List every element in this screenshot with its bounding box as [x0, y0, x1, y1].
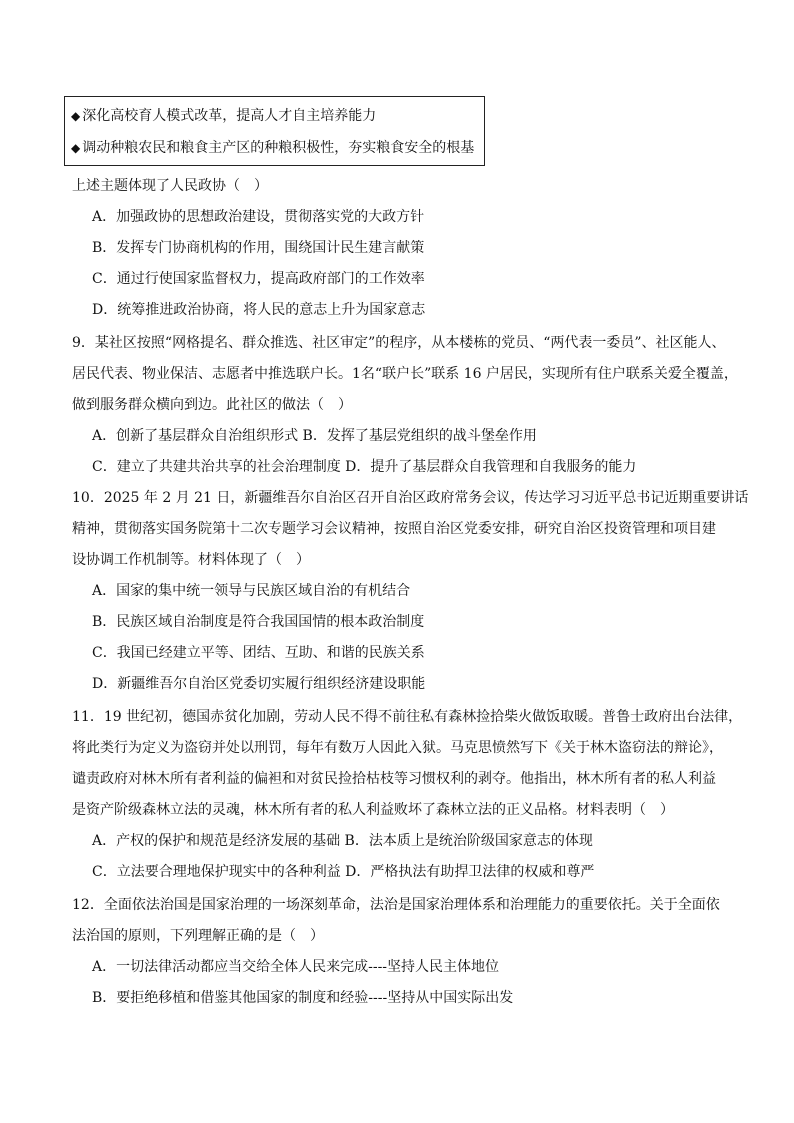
- question-text: 做到服务群众横向到边。此社区的做法（ ）: [72, 397, 352, 413]
- question-stem: 上述主题体现了人民政协（ ）: [72, 178, 268, 194]
- answer-option: B．民族区域自治制度是符合我国国情的根本政治制度: [92, 614, 425, 630]
- question-text: 法治国的原则，下列理解正确的是（ ）: [72, 928, 324, 944]
- answer-option: D．新疆维吾尔自治区党委切实履行组织经济建设职能: [92, 676, 426, 692]
- answer-option: D．统筹推进政治协商，将人民的意志上升为国家意志: [92, 302, 426, 318]
- answer-option: A．加强政协的思想政治建设，贯彻落实党的大政方针: [92, 209, 425, 225]
- question-text: 居民代表、物业保洁、志愿者中推选联户长。1名“联户长”联系 16 户居民，实现所有住户联系关爱全覆盖，: [72, 366, 738, 382]
- theme-item-text: 调动种粮农民和粮食主产区的种粮积极性，夯实粮食安全的根基: [82, 140, 475, 156]
- diamond-bullet-icon: ◆: [71, 109, 81, 123]
- theme-item-text: 深化高校育人模式改革，提高人才自主培养能力: [82, 108, 377, 124]
- answer-option: C．建立了共建共治共享的社会治理制度 D．提升了基层群众自我管理和自我服务的能力: [92, 459, 637, 475]
- answer-option: C．我国已经建立平等、团结、互助、和谐的民族关系: [92, 645, 425, 661]
- theme-item: [71, 139, 474, 157]
- answer-option: B．发挥专门协商机构的作用，围绕国计民生建言献策: [92, 240, 425, 256]
- question-11: 11．19 世纪初，德国赤贫化加剧，劳动人民不得不前往私有森林捡拾柴火做饭取暖。普鲁士政府出台法律，: [72, 709, 743, 725]
- question-text: 是资产阶级森林立法的灵魂，林木所有者的私人利益败坏了森林立法的正义品格。材料表明（ ）: [72, 802, 674, 818]
- answer-option: C．立法要合理地保护现实中的各种利益 D．严格执法有助捍卫法律的权威和尊严: [92, 864, 595, 880]
- answer-option: A．国家的集中统一领导与民族区域自治的有机结合: [92, 583, 411, 599]
- answer-option: A．一切法律活动都应当交给全体人民来完成----坚持人民主体地位: [92, 959, 500, 975]
- question-text: 精神，贯彻落实国务院第十二次专题学习会议精神，按照自治区党委安排，研究自治区投资管理和项目建: [72, 521, 716, 537]
- question-text: 设协调工作机制等。材料体现了（ ）: [72, 552, 310, 568]
- answer-option: A．创新了基层群众自治组织形式 B．发挥了基层党组织的战斗堡垒作用: [92, 428, 537, 444]
- question-9: 9．某社区按照“网格提名、群众推选、社区审定”的程序，从本楼栋的党员、“两代表一委员”、社区能人、: [72, 335, 726, 351]
- answer-option: B．要拒绝移植和借鉴其他国家的制度和经验----坚持从中国实际出发: [92, 990, 514, 1006]
- question-12: 12．全面依法治国是国家治理的一场深刻革命，法治是国家治理体系和治理能力的重要依托。关于全面依: [72, 897, 720, 913]
- answer-option: A．产权的保护和规范是经济发展的基础 B．法本质上是统治阶级国家意志的体现: [92, 833, 593, 849]
- question-text: 谴责政府对林木所有者利益的偏袒和对贫民捡拾枯枝等习惯权利的剥夺。他指出，林木所有者的私人利益: [72, 771, 716, 787]
- diamond-bullet-icon: ◆: [71, 141, 81, 155]
- answer-option: C．通过行使国家监督权力，提高政府部门的工作效率: [92, 271, 425, 287]
- question-10: 10．2025 年 2 月 21 日，新疆维吾尔自治区召开自治区政府常务会议，传达学习习近平总书记近期重要讲话: [72, 490, 749, 506]
- theme-item: [71, 107, 376, 125]
- question-text: 将此类行为定义为盗窃并处以刑罚，每年有数万人因此入狱。马克思愤然写下《关于林木盗窃法的辩论》，: [72, 740, 723, 756]
- theme-box: [64, 96, 485, 166]
